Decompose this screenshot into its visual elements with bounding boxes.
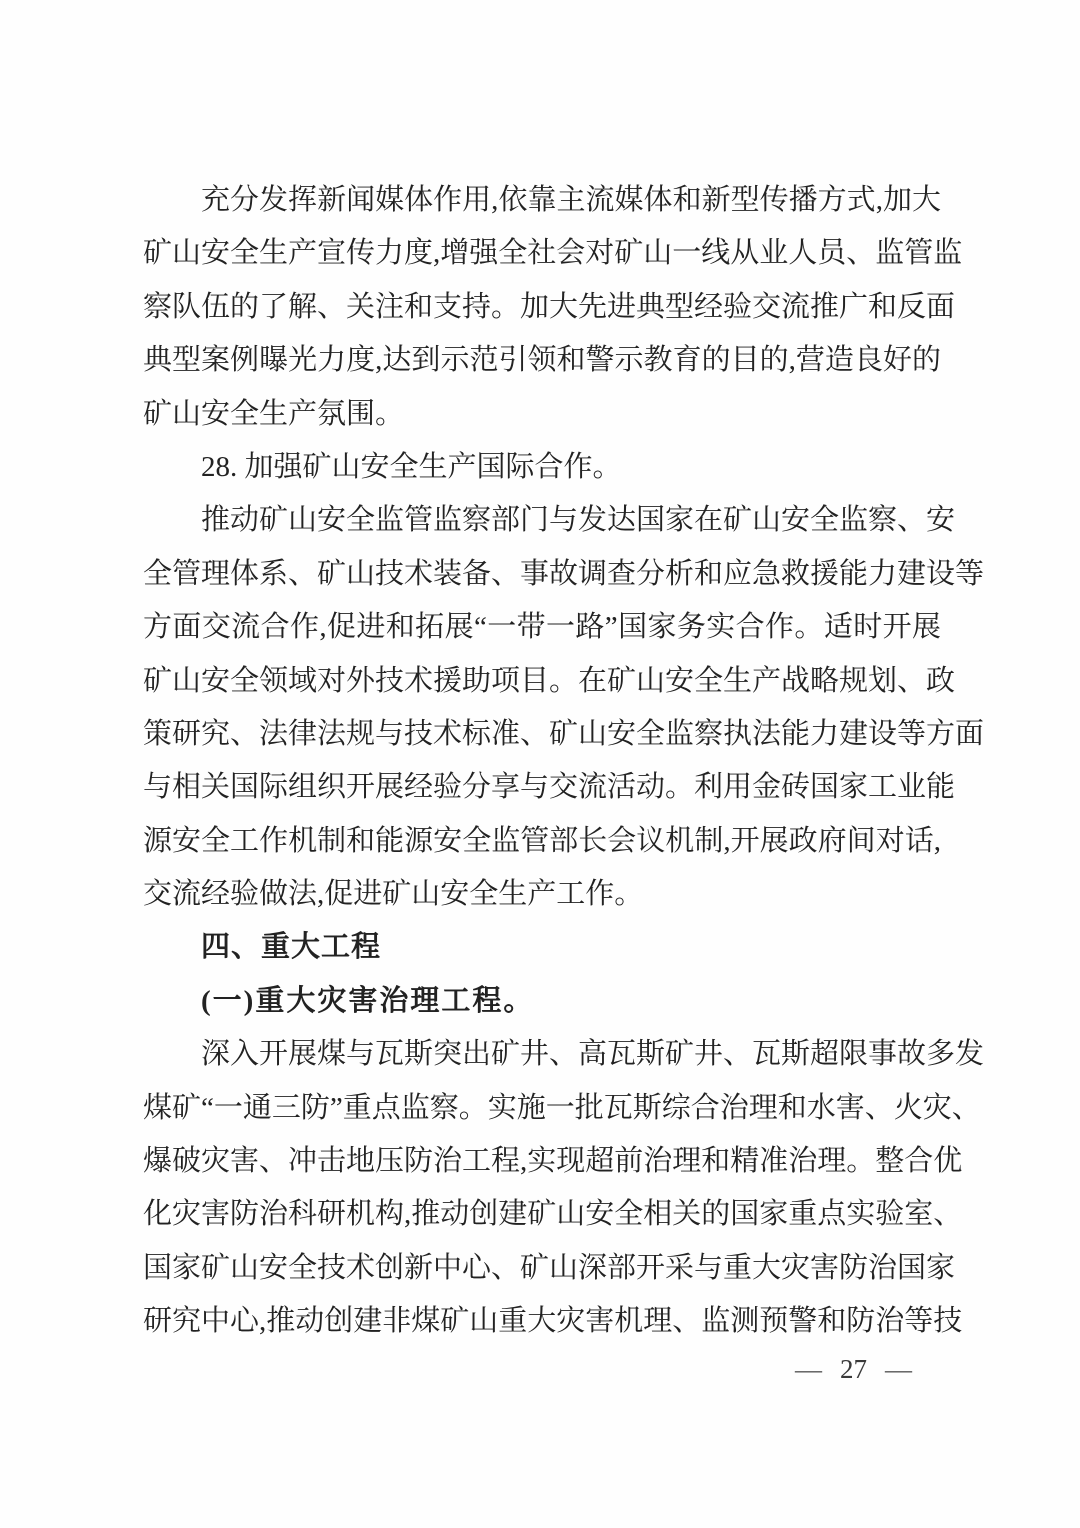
text-line: 全管理体系、矿山技术装备、事故调查分析和应急救援能力建设等 — [143, 557, 985, 590]
section-heading: 四、重大工程 — [201, 931, 382, 964]
text-line: 矿山安全领域对外技术援助项目。在矿山安全生产战略规划、政 — [143, 664, 956, 697]
text-line: 源安全工作机制和能源安全监管部长会议机制,开展政府间对话, — [143, 824, 941, 857]
text-line: 煤矿“一通三防”重点监察。实施一批瓦斯综合治理和水害、火灾、 — [143, 1091, 981, 1124]
subsection-heading: (一)重大灾害治理工程。 — [201, 984, 535, 1017]
page-footer — [795, 1352, 912, 1386]
text-line: 国家矿山安全技术创新中心、矿山深部开采与重大灾害防治国家 — [143, 1251, 956, 1284]
text-line: 察队伍的了解、关注和支持。加大先进典型经验交流推广和反面 — [143, 290, 956, 323]
text-line: 交流经验做法,促进矿山安全生产工作。 — [143, 878, 644, 911]
text-line: 典型案例曝光力度,达到示范引领和警示教育的目的,营造良好的 — [143, 344, 941, 377]
text-line: 矿山安全生产氛围。 — [143, 397, 405, 430]
list-item-28-heading: 28. 加强矿山安全生产国际合作。 — [201, 450, 622, 483]
text-line: 与相关国际组织开展经验分享与交流活动。利用金砖国家工业能 — [143, 771, 956, 804]
text-line: 深入开展煤与瓦斯突出矿井、高瓦斯矿井、瓦斯超限事故多发 — [201, 1038, 985, 1071]
text-line: 研究中心,推动创建非煤矿山重大灾害机理、监测预警和防治等技 — [143, 1305, 963, 1338]
text-line: 推动矿山安全监管监察部门与发达国家在矿山安全监察、安 — [201, 504, 956, 537]
text-line: 爆破灾害、冲击地压防治工程,实现超前治理和精准治理。整合优 — [143, 1145, 963, 1178]
text-line: 化灾害防治科研机构,推动创建矿山安全相关的国家重点实验室、 — [143, 1198, 963, 1231]
page-number-dash-right: — — [885, 1354, 912, 1384]
text-line: 方面交流合作,促进和拓展“一带一路”国家务实合作。适时开展 — [143, 611, 941, 644]
page-number-dash-left: — — [795, 1354, 822, 1384]
document-body — [143, 174, 985, 1349]
text-line: 充分发挥新闻媒体作用,依靠主流媒体和新型传播方式,加大 — [201, 184, 941, 216]
text-line: 策研究、法律法规与技术标准、矿山安全监察执法能力建设等方面 — [143, 717, 985, 750]
text-line: 矿山安全生产宣传力度,增强全社会对矿山一线从业人员、监管监 — [143, 237, 963, 270]
page-number: 27 — [840, 1354, 867, 1384]
